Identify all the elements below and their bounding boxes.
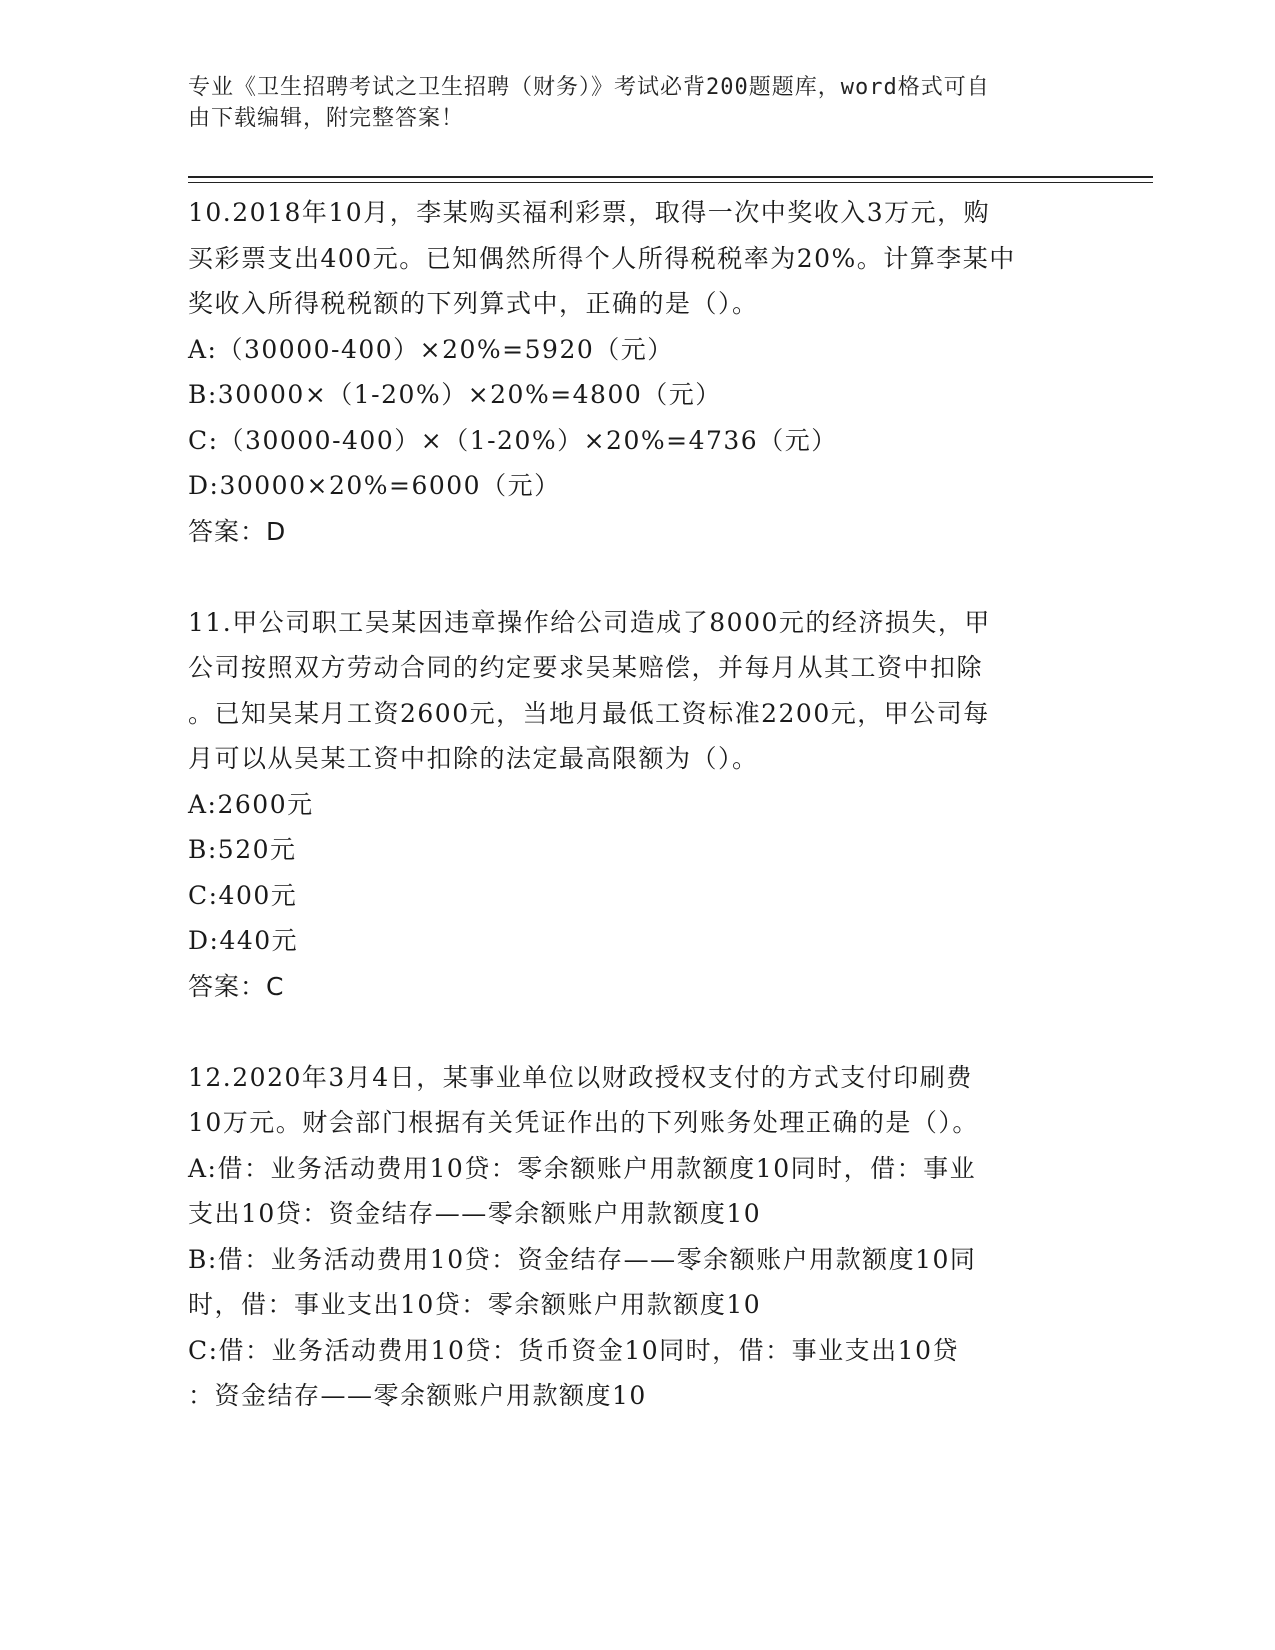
header-divider-thick xyxy=(188,176,1153,178)
option-b-continued: 时，借：事业支出10贷：零余额账户用款额度10 xyxy=(188,1290,762,1319)
option-d: D:440元 xyxy=(188,926,299,955)
question-text-line: 奖收入所得税税额的下列算式中，正确的是（）。 xyxy=(188,289,759,318)
option-c: C:400元 xyxy=(188,880,298,910)
question-11 xyxy=(188,600,1088,1010)
option-a: A:2600元 xyxy=(188,789,314,819)
question-text-line: 10万元。财会部门根据有关凭证作出的下列账务处理正确的是（）。 xyxy=(188,1108,979,1137)
option-b: B:520元 xyxy=(188,835,297,864)
option-a: A:借：业务活动费用10贷：零余额账户用款额度10同时，借：事业 xyxy=(188,1153,977,1183)
header-line-2: 由下载编辑，附完整答案！ xyxy=(188,106,465,131)
question-text-line: 11.甲公司职工吴某因违章操作给公司造成了8000元的经济损失，甲 xyxy=(188,607,991,637)
question-text-line: 月可以从吴某工资中扣除的法定最高限额为（）。 xyxy=(188,744,759,773)
option-c: C:（30000-400）×（1-20%）×20%=4736（元） xyxy=(188,425,838,455)
option-b: B:借：业务活动费用10贷：资金结存——零余额账户用款额度10同 xyxy=(188,1244,977,1274)
question-text-line: 买彩票支出400元。已知偶然所得个人所得税税率为20%。计算李某中 xyxy=(188,243,1016,273)
question-text-line: 12.2020年3月4日，某事业单位以财政授权支付的方式支付印刷费 xyxy=(188,1062,973,1092)
question-12 xyxy=(188,1055,1088,1419)
answer-line: 答案：C xyxy=(188,971,285,1001)
question-10 xyxy=(188,190,1088,554)
question-text-line: 10.2018年10月，李某购买福利彩票，取得一次中奖收入3万元，购 xyxy=(188,198,991,227)
option-c-continued: ：资金结存——零余额账户用款额度10 xyxy=(188,1381,647,1410)
question-spacer xyxy=(188,1009,1088,1055)
option-d: D:30000×20%=6000（元） xyxy=(188,471,561,500)
answer-line: 答案：D xyxy=(188,516,287,546)
option-a: A:（30000-400）×20%=5920（元） xyxy=(188,334,674,364)
question-text-line: 公司按照双方劳动合同的约定要求吴某赔偿，并每月从其工资中扣除 xyxy=(188,653,984,682)
question-text-line: 。已知吴某月工资2600元，当地月最低工资标准2200元，甲公司每 xyxy=(188,698,990,728)
option-b: B:30000×（1-20%）×20%=4800（元） xyxy=(188,380,722,409)
document-header xyxy=(188,72,1068,134)
question-list xyxy=(188,190,1088,1419)
header-divider-thin xyxy=(188,182,1153,183)
option-c: C:借：业务活动费用10贷：货币资金10同时，借：事业支出10贷 xyxy=(188,1335,959,1365)
option-a-continued: 支出10贷：资金结存——零余额账户用款额度10 xyxy=(188,1199,762,1228)
question-spacer xyxy=(188,554,1088,600)
header-line-1: 专业《卫生招聘考试之卫生招聘（财务）》考试必背200题题库，word格式可自 xyxy=(188,75,990,100)
